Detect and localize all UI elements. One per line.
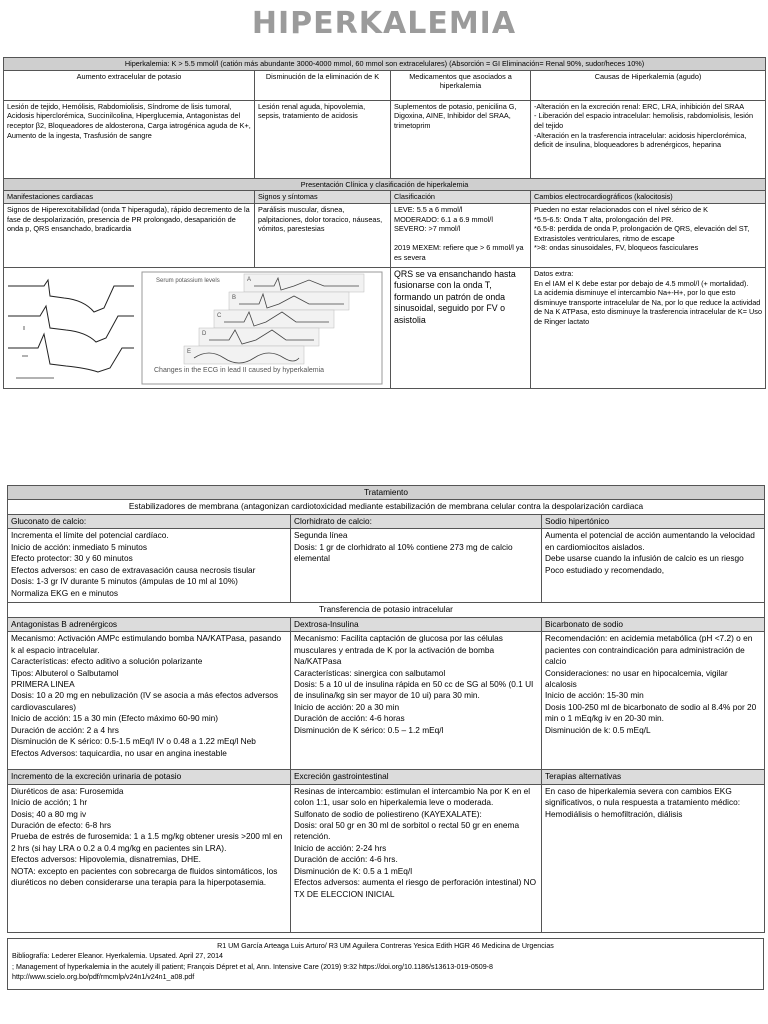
transfer-title: Transferencia de potasio intracelular xyxy=(8,603,765,617)
clinical-header: Cambios electrocardiográficos (kalocitosis) xyxy=(531,191,766,204)
excretion-head: Incremento de la excreción urinaria de potasio xyxy=(8,770,291,784)
reference-line: Bibliografía: Lederer Eleanor. Hyerkalemia. Upsated. April 27, 2014 xyxy=(12,952,223,961)
treatment-table xyxy=(7,485,765,933)
stabilizer-head: Sodio hipertónico xyxy=(542,514,765,528)
causes-cell: Suplementos de potasio, penicilina G, Digoxina, AINE, Inhibidor del SRAA, trimetoprim xyxy=(391,100,531,178)
ecg-caption-top: Serum potassium levels xyxy=(156,277,220,284)
clinical-header: Manifestaciones cardiacas xyxy=(4,191,255,204)
causes-header: Causas de Hiperkalemia (agudo) xyxy=(531,70,766,100)
excretion-body: Diuréticos de asa: Furosemida Inicio de acción; 1 hr Dosis; 40 a 80 mg iv Duración de efecto: 6-8 hrs Prueba de estrés de furosemida: 1 a 1.5 mg/kg obtener uresis >200 ml en 2 hrs (si hay LRA o 0.2 a 0.4 mg/kg en pacientes sin LRA). Efectos adversos: Hipovolemia, disnatremias, DHE. NOTA: excepto en pacientes con sobrecarga de fluidos sintomáticos, los diuréticos no deben considerarse una terapia para la hiperpotasemia. xyxy=(8,784,291,932)
clinical-title: Presentación Clínica y clasificación de hiperkalemia xyxy=(4,178,766,191)
transfer-body: Mecanismo: Facilita captación de glucosa por las células musculares y entrada de K por la activación de bomba Na/KATPasa Características: sinergica con salbutamol Dosis: 5 a 10 uI de insulina rápida en 50 cc de SG al 50% (0.1 UI de insulina/kg sin ser mayor de 10 ui) para 30 min. Inicio de acción: 20 a 30 min Duración de acción: 4-6 horas Disminución de K sérico: 0.5 – 1.2 mEq/l xyxy=(291,632,542,770)
stabilizers-title: Estabilizadores de membrana (antagonizan cardiotoxicidad mediante estabilización de membrana celular contra la despolarización cardiaca xyxy=(8,500,765,514)
svg-text:E: E xyxy=(187,348,192,355)
svg-text:A: A xyxy=(247,276,252,283)
excretion-head: Terapias alternativas xyxy=(542,770,765,784)
clinical-cell: Pueden no estar relacionados con el nivel sérico de K *5.5-6.5: Onda T alta, prolongación del PR. *6.5-8: perdida de onda P, prolongación de QRS, elevación del ST, Extrasistoles ventriculares, ritmo de escape *>8: ondas sinusoidales, FV, bloqueos fasciculares xyxy=(531,203,766,267)
reference-line: ; Management of hyperkalemia in the acutely ill patient; François Dépret et al, Ann. Intensive Care (2019) 9:32 https://doi.org/10.1186/s13613-019-0509-8 xyxy=(12,962,493,971)
causes-cell: -Alteración en la excreción renal: ERC, LRA, inhibición del SRAA - Liberación del espacio intracelular: hemolisis, rabdomiolisis, lesión del tejido -Alteración en la trasferencia intracelular: acidosis hiperclorémica, deficit de insulina, bloqueadores b adrenérgicos, heparina xyxy=(531,100,766,178)
excretion-body: Resinas de intercambio: estimulan el intercambio Na por K en el colon 1:1, usar solo en hiperkalemia leve o moderada. Sulfonato de sodio de poliestireno (KAYEXALATE): Dosis: oral 50 gr en 30 ml de sorbitol o rectal 50 gr en enema retención. Inicio de acción: 2-24 hrs Duración de acción: 4-6 hrs. Disminución de K: 0.5 a 1 mEq/l Efectos adversos: aumenta el riesgo de perforación intestinal) NO TX DE ELECCION INICIAL xyxy=(291,784,542,932)
causes-cell: Lesión renal aguda, hipovolemia, sepsis, tratamiento de acidosis xyxy=(255,100,391,178)
clinical-header: Signos y síntomas xyxy=(255,191,391,204)
causes-cell: Lesión de tejido, Hemólisis, Rabdomiolisis, Síndrome de lisis tumoral, Acidosis hiperclorémica, Succinilcolina, Hiperglucemia, Antagonistas del receptor β2, Bloqueadores de aldosterona, Carga iatrogénica aguda de K+, Aumento de la ingesta, Trasfusión de sangre xyxy=(4,100,255,178)
ecg-caption-bottom: Changes in the ECG in lead II caused by hyperkalemia xyxy=(154,366,325,374)
authors-line: R1 UM García Arteaga Luis Arturo/ R3 UM Aguilera Contreras Yesica Edith HGR 46 Medicina de Urgencias xyxy=(217,942,554,950)
treatment-title: Tratamiento xyxy=(8,486,765,500)
transfer-head: Antagonistas B adrenérgicos xyxy=(8,617,291,631)
stabilizer-head: Clorhidrato de calcio: xyxy=(291,514,542,528)
summary-table xyxy=(3,57,766,389)
extra-data-text: En el IAM el K debe estar por debajo de 4.5 mmol/l (+ mortalidad). La acidemia disminuye el intercambio Na+-H+, por lo que esto disminuye transporte intracelular de Na, por lo que reduce la actividad de Na K ATPasa, esto disminuye la trasferencia intracelular de K= Uso de Ringer lactato xyxy=(534,278,763,326)
stabilizer-head: Gluconato de calcio: xyxy=(8,514,291,528)
causes-header: Medicamentos que asociados a hiperkalemia xyxy=(391,70,531,100)
causes-header: Disminución de la eliminación de K xyxy=(255,70,391,100)
stabilizer-body: Incrementa el límite del potencial cardíaco. Inicio de acción: inmediato 5 minutos Efecto protector: 30 y 60 minutos Efectos adversos: en caso de extravasación causa necrosis tisular Dosis: 1-3 gr IV durante 5 minutos (ámpulas de 10 ml al 10%) Normaliza EKG en e minutos xyxy=(8,529,291,603)
ecg-figure xyxy=(4,267,391,388)
excretion-body: En caso de hiperkalemia severa con cambios EKG significativos, o nula respuesta a tratamiento médico: Hemodiálisis o hemofiltración, diálisis xyxy=(542,784,765,932)
extra-data xyxy=(531,267,766,388)
page-title: HIPERKALEMIA xyxy=(251,6,517,41)
causes-header: Aumento extracelular de potasio xyxy=(4,70,255,100)
references-box xyxy=(7,938,764,990)
clinical-header: Clasificación xyxy=(391,191,531,204)
svg-text:B: B xyxy=(232,294,237,301)
ecg-illustration xyxy=(4,268,384,388)
transfer-head: Dextrosa-Insulina xyxy=(291,617,542,631)
extra-data-title: Datos extra: xyxy=(534,268,574,278)
clinical-cell: Signos de Hiperexcitabilidad (onda T hiperaguda), rápido decremento de la fase de despolarización, presencia de PR prolongado, desaparición de onda p, QRS ensanchado, bradicardia xyxy=(4,203,255,267)
qrs-note: QRS se va ensanchando hasta fusionarse con la onda T, formando un patrón de onda sinusoidal, seguido por FV o asistolia xyxy=(391,267,531,388)
transfer-body: Mecanismo: Activación AMPc estimulando bomba NA/KATPasa, pasando k al espacio intracelular. Características: efecto aditivo a solución polarizante Tipos: Albuterol o Salbutamol PRIMERA LINEA Dosis: 10 a 20 mg en nebulización (IV se asocia a más efectos adversos cardiovasculares) Inicio de acción: 15 a 30 min (Efecto máximo 60-90 min) Duración de acción: 2 a 4 hrs Disminución de K sérico: 0.5-1.5 mEq/l IV o 0.48 a 1.22 mEq/l Neb Efectos Adversos: taquicardia, no usar en angina inestable xyxy=(8,632,291,770)
excretion-head: Excreción gastrointestinal xyxy=(291,770,542,784)
stabilizer-body: Aumenta el potencial de acción aumentando la velocidad en cardiomiocitos aislados. Debe usarse cuando la infusión de calcio es un riesgo Poco estudiado y recomendado, xyxy=(542,529,765,603)
transfer-body: Recomendación: en acidemia metabólica (pH <7.2) o en pacientes con contraindicación para administración de calcio Consideraciones: no usar en hipocalcemia, vigilar alcalosis Inicio de acción: 15-30 min Dosis 100-250 ml de bicarbonato de sodio al 8.4% por 20 min o 1 mEq/kg iv en 20-30 min. Disminución de k: 0.5 mEq/L xyxy=(542,632,765,770)
clinical-cell: Parálisis muscular, disnea, palpitaciones, dolor toracico, náuseas, vómitos, parestesias xyxy=(255,203,391,267)
reference-line: http://www.scielo.org.bo/pdf/rmcmlp/v24n1/v24n1_a08.pdf xyxy=(12,972,195,981)
svg-text:C: C xyxy=(217,312,222,319)
definition-row: Hiperkalemia: K > 5.5 mmol/l (catión más abundante 3000-4000 mmol, 60 mmol son extracelulares) (Absorción = GI Eliminación= Renal 90%, sudor/heces 10%) xyxy=(4,58,766,71)
stabilizer-body: Segunda línea Dosis: 1 gr de clorhidrato al 10% contiene 273 mg de calcio elemental xyxy=(291,529,542,603)
clinical-cell: LEVE: 5.5 a 6 mmol/l MODERADO: 6.1 a 6.9 mmol/l SEVERO: >7 mmol/l 2019 MEXEM: refiere que > 6 mmol/l ya es severa xyxy=(391,203,531,267)
svg-text:D: D xyxy=(202,330,207,337)
transfer-head: Bicarbonato de sodio xyxy=(542,617,765,631)
